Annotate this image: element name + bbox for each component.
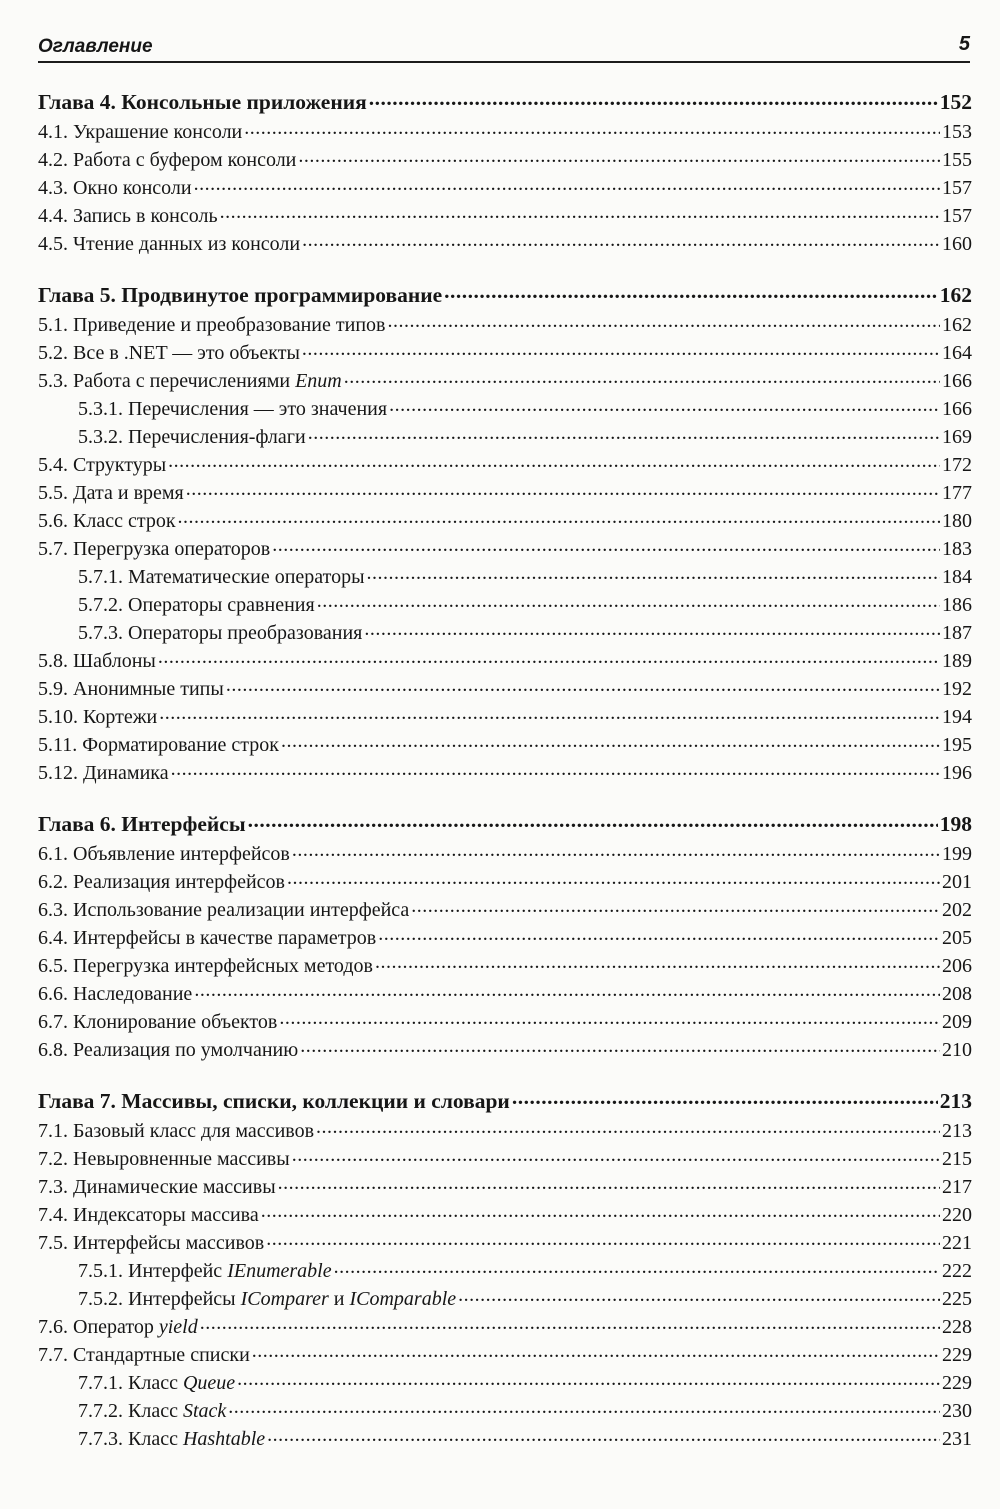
dot-leader bbox=[272, 535, 940, 555]
dot-leader bbox=[159, 703, 940, 723]
dot-leader bbox=[298, 146, 940, 166]
page-ref: 229 bbox=[942, 1372, 972, 1394]
entry-title-text: 5.10. Кортежи bbox=[38, 706, 158, 728]
entry-title-text: 7.7.2. Класс bbox=[78, 1400, 178, 1422]
dot-leader bbox=[292, 840, 940, 860]
page-ref: 221 bbox=[942, 1232, 972, 1254]
dot-leader bbox=[375, 952, 940, 972]
dot-leader bbox=[308, 423, 940, 443]
entry-title bbox=[38, 451, 166, 479]
dot-leader bbox=[292, 1145, 940, 1165]
dot-leader bbox=[316, 1117, 940, 1137]
entry-title bbox=[38, 1201, 259, 1229]
toc-entry[interactable] bbox=[38, 868, 972, 896]
entry-title bbox=[38, 279, 442, 311]
page-ref: 169 bbox=[942, 426, 972, 448]
entry-title bbox=[38, 840, 290, 868]
page-ref: 157 bbox=[942, 205, 972, 227]
entry-title-italic: Enum bbox=[295, 370, 342, 392]
page-ref: 208 bbox=[942, 983, 972, 1005]
entry-title bbox=[38, 1341, 250, 1369]
entry-title bbox=[38, 980, 192, 1008]
entry-title-text: 6.5. Перегрузка интерфейсных методов bbox=[38, 955, 373, 977]
toc-entry[interactable] bbox=[38, 535, 972, 563]
chapter-heading[interactable] bbox=[38, 808, 972, 840]
entry-title-text: 7.4. Индексаторы массива bbox=[38, 1204, 259, 1226]
entry-title-text: 7.7.1. Класс bbox=[78, 1372, 178, 1394]
dot-leader bbox=[458, 1285, 940, 1305]
page-ref: 153 bbox=[942, 121, 972, 143]
page-ref: 184 bbox=[942, 566, 972, 588]
toc-entry[interactable] bbox=[38, 952, 972, 980]
page-ref: 213 bbox=[939, 1089, 972, 1113]
entry-title bbox=[38, 479, 184, 507]
toc-entry[interactable] bbox=[38, 479, 972, 507]
toc-entry[interactable] bbox=[38, 1313, 972, 1341]
toc-entry[interactable] bbox=[38, 1201, 972, 1229]
entry-title bbox=[38, 808, 246, 840]
entry-title-text: 7.3. Динамические массивы bbox=[38, 1176, 276, 1198]
page-ref: 162 bbox=[942, 314, 972, 336]
page-ref: 215 bbox=[942, 1148, 972, 1170]
entry-title bbox=[38, 1036, 298, 1064]
page-ref: 225 bbox=[942, 1288, 972, 1310]
page-ref: 222 bbox=[942, 1260, 972, 1282]
page-ref: 229 bbox=[942, 1344, 972, 1366]
toc-entry[interactable] bbox=[38, 759, 972, 787]
entry-title-text: 7.2. Невыровненные массивы bbox=[38, 1148, 290, 1170]
toc-entry[interactable] bbox=[38, 647, 972, 675]
dot-leader bbox=[317, 591, 940, 611]
dot-leader bbox=[387, 311, 940, 331]
entry-title-text: Глава 6. Интерфейсы bbox=[38, 812, 246, 836]
page-ref: 198 bbox=[939, 812, 972, 836]
entry-title bbox=[38, 924, 376, 952]
toc-entry[interactable] bbox=[38, 230, 972, 258]
dot-leader bbox=[178, 507, 940, 527]
entry-title-text: 6.3. Использование реализации интерфейса bbox=[38, 899, 410, 921]
entry-title bbox=[38, 731, 279, 759]
entry-title-text: 7.5.2. Интерфейсы bbox=[78, 1288, 236, 1310]
toc-entry[interactable] bbox=[38, 1341, 972, 1369]
page-ref: 189 bbox=[942, 650, 972, 672]
dot-leader bbox=[411, 896, 940, 916]
dot-leader bbox=[281, 731, 940, 751]
entry-title-text: 6.1. Объявление интерфейсов bbox=[38, 843, 290, 865]
dot-leader bbox=[364, 619, 940, 639]
entry-title-italic: Hashtable bbox=[182, 1428, 266, 1450]
toc-entry[interactable] bbox=[38, 896, 972, 924]
dot-leader bbox=[200, 1313, 940, 1333]
entry-title-text: Глава 7. Массивы, списки, коллекции и словари bbox=[38, 1089, 510, 1113]
toc-subentry[interactable] bbox=[38, 563, 972, 591]
entry-title-italic: yield bbox=[158, 1316, 198, 1338]
entry-title bbox=[38, 118, 242, 146]
entry-title bbox=[38, 1145, 290, 1173]
page-ref: 228 bbox=[942, 1316, 972, 1338]
dot-leader bbox=[158, 647, 940, 667]
dot-leader bbox=[334, 1257, 940, 1277]
entry-title-text: 5.9. Анонимные типы bbox=[38, 678, 224, 700]
entry-title bbox=[38, 1173, 276, 1201]
entry-title-text: Глава 4. Консольные приложения bbox=[38, 90, 367, 114]
toc-entry[interactable] bbox=[38, 703, 972, 731]
entry-title-text: 6.2. Реализация интерфейсов bbox=[38, 871, 285, 893]
chapter-block bbox=[38, 808, 972, 1064]
dot-leader bbox=[194, 980, 940, 1000]
entry-title-italic: Queue bbox=[182, 1372, 236, 1394]
dot-leader bbox=[171, 759, 940, 779]
page-ref: 195 bbox=[942, 734, 972, 756]
page-ref: 201 bbox=[942, 871, 972, 893]
entry-title bbox=[38, 339, 300, 367]
page-ref: 192 bbox=[942, 678, 972, 700]
dot-leader bbox=[168, 451, 940, 471]
entry-title bbox=[38, 896, 409, 924]
page-ref: 205 bbox=[942, 927, 972, 949]
entry-title bbox=[38, 1085, 510, 1117]
toc-subentry[interactable] bbox=[38, 1257, 972, 1285]
entry-title-text: 4.2. Работа с буфером консоли bbox=[38, 149, 297, 171]
toc-entry[interactable] bbox=[38, 1145, 972, 1173]
entry-title bbox=[78, 1285, 456, 1313]
toc-entry[interactable] bbox=[38, 840, 972, 868]
entry-title bbox=[78, 563, 365, 591]
entry-title-text: 5.6. Класс строк bbox=[38, 510, 176, 532]
page-ref: 231 bbox=[942, 1428, 972, 1450]
entry-title-text: 5.5. Дата и время bbox=[38, 482, 184, 504]
entry-title-text: 5.11. Форматирование строк bbox=[38, 734, 279, 756]
toc-entry[interactable] bbox=[38, 118, 972, 146]
toc-entry[interactable] bbox=[38, 174, 972, 202]
page-ref: 186 bbox=[942, 594, 972, 616]
toc-entry[interactable] bbox=[38, 451, 972, 479]
page-ref: 183 bbox=[942, 538, 972, 560]
page-ref: 230 bbox=[942, 1400, 972, 1422]
entry-title bbox=[78, 395, 387, 423]
entry-title-text: 7.5. Интерфейсы массивов bbox=[38, 1232, 265, 1254]
entry-title bbox=[78, 1369, 235, 1397]
entry-title bbox=[38, 202, 218, 230]
dot-leader bbox=[267, 1425, 940, 1445]
toc-subentry[interactable] bbox=[38, 1369, 972, 1397]
toc-entry[interactable] bbox=[38, 146, 972, 174]
chapter-heading[interactable] bbox=[38, 279, 972, 311]
entry-title-text: 7.7. Стандартные списки bbox=[38, 1344, 250, 1366]
entry-title bbox=[78, 1397, 226, 1425]
entry-title-mid: и bbox=[333, 1288, 345, 1310]
page-ref: 194 bbox=[942, 706, 972, 728]
entry-title-text: 5.4. Структуры bbox=[38, 454, 167, 476]
chapter-block bbox=[38, 86, 972, 258]
toc-entry[interactable] bbox=[38, 1173, 972, 1201]
dot-leader bbox=[287, 868, 940, 888]
entry-title bbox=[78, 1257, 332, 1285]
entry-title-text: 7.1. Базовый класс для массивов bbox=[38, 1120, 315, 1142]
entry-title-text: 7.5.1. Интерфейс bbox=[78, 1260, 223, 1282]
dot-leader bbox=[244, 118, 940, 138]
entry-title-text: 5.1. Приведение и преобразование типов bbox=[38, 314, 386, 336]
entry-title bbox=[78, 591, 315, 619]
entry-title bbox=[38, 1008, 277, 1036]
entry-title bbox=[38, 647, 156, 675]
entry-title-text: 6.4. Интерфейсы в качестве параметров bbox=[38, 927, 377, 949]
entry-title-italic: IComparer bbox=[240, 1288, 329, 1310]
toc-subentry[interactable] bbox=[38, 1285, 972, 1313]
toc-entry[interactable] bbox=[38, 731, 972, 759]
entry-title-text: 5.3. Работа с перечислениями bbox=[38, 370, 291, 392]
dot-leader bbox=[389, 395, 940, 415]
dot-leader bbox=[186, 479, 940, 499]
entry-title-text: 5.7.1. Математические операторы bbox=[78, 566, 365, 588]
dot-leader bbox=[248, 810, 938, 832]
dot-leader bbox=[261, 1201, 940, 1221]
toc-entry[interactable] bbox=[38, 675, 972, 703]
page-ref: 202 bbox=[942, 899, 972, 921]
toc-entry[interactable] bbox=[38, 367, 972, 395]
entry-title-text: 6.8. Реализация по умолчанию bbox=[38, 1039, 299, 1061]
page-ref: 172 bbox=[942, 454, 972, 476]
dot-leader bbox=[369, 88, 938, 110]
entry-title-text: 4.1. Украшение консоли bbox=[38, 121, 243, 143]
dot-leader bbox=[300, 1036, 940, 1056]
entry-title bbox=[38, 86, 367, 118]
dot-leader bbox=[226, 675, 940, 695]
entry-title bbox=[38, 146, 296, 174]
entry-title-text: 4.5. Чтение данных из консоли bbox=[38, 233, 301, 255]
page-ref: 164 bbox=[942, 342, 972, 364]
entry-title-text: 4.4. Запись в консоль bbox=[38, 205, 218, 227]
running-header bbox=[38, 31, 970, 63]
page-ref: 166 bbox=[942, 398, 972, 420]
toc-entry[interactable] bbox=[38, 311, 972, 339]
chapter-block bbox=[38, 1085, 972, 1453]
entry-title bbox=[38, 507, 176, 535]
entry-title-text: 5.12. Динамика bbox=[38, 762, 169, 784]
table-of-contents bbox=[38, 86, 972, 1453]
toc-entry[interactable] bbox=[38, 1036, 972, 1064]
entry-title-text: 7.7.3. Класс bbox=[78, 1428, 178, 1450]
dot-leader bbox=[512, 1087, 938, 1109]
toc-entry[interactable] bbox=[38, 980, 972, 1008]
toc-entry[interactable] bbox=[38, 924, 972, 952]
dot-leader bbox=[220, 202, 940, 222]
entry-title bbox=[38, 1313, 198, 1341]
entry-title bbox=[38, 535, 270, 563]
entry-title bbox=[38, 1229, 264, 1257]
entry-title-text: 5.2. Все в .NET — это объекты bbox=[38, 342, 300, 364]
page-ref: 206 bbox=[942, 955, 972, 977]
page-ref: 162 bbox=[939, 283, 972, 307]
page-ref: 210 bbox=[942, 1039, 972, 1061]
dot-leader bbox=[252, 1341, 940, 1361]
entry-title bbox=[38, 230, 300, 258]
entry-title-text: 5.8. Шаблоны bbox=[38, 650, 156, 672]
entry-title bbox=[38, 759, 169, 787]
entry-title-text: 6.7. Клонирование объектов bbox=[38, 1011, 278, 1033]
page-ref: 152 bbox=[939, 90, 972, 114]
page-ref: 199 bbox=[942, 843, 972, 865]
page-ref: 220 bbox=[942, 1204, 972, 1226]
toc-entry[interactable] bbox=[38, 1008, 972, 1036]
page-ref: 213 bbox=[942, 1120, 972, 1142]
dot-leader bbox=[444, 281, 938, 303]
entry-title-text: 5.7.2. Операторы сравнения bbox=[78, 594, 315, 616]
page-ref: 209 bbox=[942, 1011, 972, 1033]
page-ref: 155 bbox=[942, 149, 972, 171]
toc-entry[interactable] bbox=[38, 339, 972, 367]
entry-title bbox=[38, 703, 157, 731]
dot-leader bbox=[302, 230, 940, 250]
dot-leader bbox=[266, 1229, 940, 1249]
dot-leader bbox=[194, 174, 940, 194]
toc-entry[interactable] bbox=[38, 1229, 972, 1257]
page-ref: 180 bbox=[942, 510, 972, 532]
page-ref: 160 bbox=[942, 233, 972, 255]
entry-title-text: 5.3.2. Перечисления-флаги bbox=[78, 426, 306, 448]
entry-title-text: 5.7. Перегрузка операторов bbox=[38, 538, 271, 560]
dot-leader bbox=[302, 339, 940, 359]
toc-subentry[interactable] bbox=[38, 591, 972, 619]
toc-subentry[interactable] bbox=[38, 1397, 972, 1425]
chapter-heading[interactable] bbox=[38, 86, 972, 118]
page-ref: 157 bbox=[942, 177, 972, 199]
entry-title bbox=[38, 868, 285, 896]
toc-subentry[interactable] bbox=[38, 423, 972, 451]
entry-title bbox=[38, 675, 224, 703]
dot-leader bbox=[237, 1369, 940, 1389]
page-number: 5 bbox=[958, 33, 970, 55]
entry-title bbox=[38, 174, 192, 202]
toc-subentry[interactable] bbox=[38, 1425, 972, 1453]
dot-leader bbox=[344, 367, 940, 387]
entry-title-text: 5.7.3. Операторы преобразования bbox=[78, 622, 363, 644]
chapter-block bbox=[38, 279, 972, 787]
dot-leader bbox=[279, 1008, 940, 1028]
chapter-heading[interactable] bbox=[38, 1085, 972, 1117]
entry-title bbox=[78, 619, 362, 647]
page-ref: 177 bbox=[942, 482, 972, 504]
entry-title-text: Глава 5. Продвинутое программирование bbox=[38, 283, 443, 307]
entry-title-text: 6.6. Наследование bbox=[38, 983, 193, 1005]
page-ref: 187 bbox=[942, 622, 972, 644]
entry-title-text: 4.3. Окно консоли bbox=[38, 177, 192, 199]
toc-entry[interactable] bbox=[38, 507, 972, 535]
entry-title bbox=[38, 952, 373, 980]
entry-title bbox=[78, 1425, 265, 1453]
entry-title-text: 5.3.1. Перечисления — это значения bbox=[78, 398, 388, 420]
dot-leader bbox=[367, 563, 940, 583]
entry-title bbox=[38, 1117, 314, 1145]
entry-title bbox=[38, 367, 342, 395]
toc-entry[interactable] bbox=[38, 202, 972, 230]
toc-entry[interactable] bbox=[38, 1117, 972, 1145]
page-ref: 217 bbox=[942, 1176, 972, 1198]
dot-leader bbox=[378, 924, 940, 944]
dot-leader bbox=[278, 1173, 940, 1193]
toc-subentry[interactable] bbox=[38, 619, 972, 647]
entry-title-italic: IComparable bbox=[349, 1288, 457, 1310]
entry-title-italic: Stack bbox=[182, 1400, 227, 1422]
entry-title-text: 7.6. Оператор bbox=[38, 1316, 154, 1338]
page-ref: 196 bbox=[942, 762, 972, 784]
entry-title-italic: IEnumerable bbox=[227, 1260, 332, 1282]
toc-subentry[interactable] bbox=[38, 395, 972, 423]
entry-title bbox=[78, 423, 306, 451]
entry-title bbox=[38, 311, 385, 339]
dot-leader bbox=[228, 1397, 940, 1417]
page-ref: 166 bbox=[942, 370, 972, 392]
running-header-title: Оглавление bbox=[38, 36, 153, 57]
